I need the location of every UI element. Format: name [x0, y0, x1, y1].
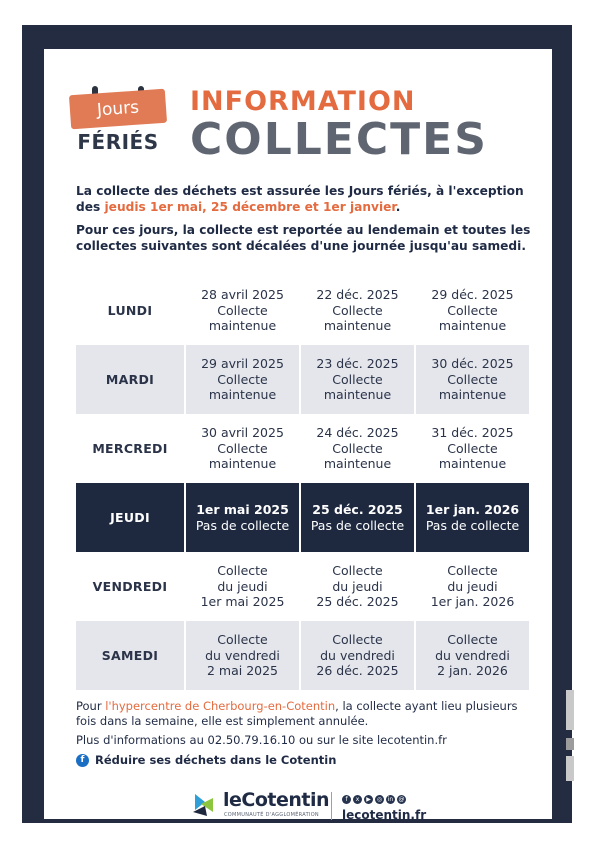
cell-line: 28 avril 2025: [201, 287, 284, 303]
table-cell: [186, 621, 299, 690]
table-cell: [186, 276, 299, 345]
cell-line: 2 jan. 2026: [437, 663, 508, 679]
cell-line: maintenue: [438, 387, 507, 403]
cell-line: 30 avril 2025: [201, 425, 284, 441]
table-cell: [301, 345, 414, 414]
intro-text: La collecte des déchets est assurée les Jours fériés, à l'exception des: [76, 184, 524, 214]
cell-line: Collecte: [217, 371, 268, 387]
logo-name: leCotentin: [223, 789, 330, 811]
cell-line: maintenue: [323, 318, 392, 334]
cell-line: Collecte: [217, 563, 268, 579]
cell-line: 25 déc. 2025: [316, 594, 399, 610]
print-marks: [566, 690, 574, 785]
cell-line: maintenue: [323, 456, 392, 472]
title-line-2: COLLECTES: [190, 114, 488, 165]
cell-line: Collecte: [447, 371, 498, 387]
cell-line: Collecte: [332, 632, 383, 648]
cell-line: 23 déc. 2025: [316, 356, 399, 372]
day-label: SAMEDI: [76, 621, 184, 690]
table-row: [76, 483, 531, 552]
note-end: , la collecte ayant lieu plusieurs fois dans la semaine, elle est simplement annulée.: [76, 699, 518, 728]
cotentin-logo-icon: [191, 790, 217, 818]
badge-label: Jours: [69, 89, 167, 130]
intro-paragraph-2: Pour ces jours, la collecte est reportée au lendemain et toutes les collectes suivantes sont décalées d'une journée jusqu'au samedi.: [76, 223, 531, 253]
cell-line: maintenue: [208, 387, 277, 403]
day-label: JEUDI: [76, 483, 184, 552]
table-cell: [186, 414, 299, 483]
cell-line: 1er jan. 2026: [430, 594, 515, 610]
cell-line: 30 déc. 2025: [431, 356, 514, 372]
table-cell: [301, 621, 414, 690]
cell-line: maintenue: [208, 318, 277, 334]
cell-line: du jeudi: [447, 578, 498, 594]
cell-line: du vendredi: [320, 647, 395, 663]
table-cell: [416, 552, 529, 621]
table-cell: [416, 414, 529, 483]
x-icon[interactable]: x: [353, 795, 362, 804]
youtube-icon[interactable]: ▶: [364, 795, 373, 804]
email-icon[interactable]: @: [398, 796, 405, 803]
table-cell: [186, 345, 299, 414]
cell-line: Collecte: [447, 632, 498, 648]
table-cell: [301, 276, 414, 345]
cell-line: 29 avril 2025: [201, 356, 284, 372]
table-row: [76, 552, 531, 621]
intro-end: .: [395, 200, 401, 214]
table-cell: [416, 483, 529, 552]
facebook-label: Réduire ses déchets dans le Cotentin: [95, 753, 337, 767]
cell-line: 26 déc. 2025: [316, 663, 399, 679]
cell-line: maintenue: [438, 318, 507, 334]
day-label: VENDREDI: [76, 552, 184, 621]
cell-line: maintenue: [208, 456, 277, 472]
table-row: [76, 621, 531, 690]
cell-line: Collecte: [217, 302, 268, 318]
table-row: [76, 414, 531, 483]
table-cell: [416, 621, 529, 690]
cell-line: Collecte: [447, 563, 498, 579]
holiday-badge: [68, 86, 168, 166]
cell-line: Pas de collecte: [425, 517, 520, 533]
footer-info: Plus d'informations au 02.50.79.16.10 ou sur le site lecotentin.fr: [76, 733, 447, 747]
cell-line: Pas de collecte: [195, 517, 290, 533]
note-start: Pour: [76, 699, 106, 713]
cell-line: Collecte: [447, 302, 498, 318]
cell-line: 1er mai 2025: [200, 594, 285, 610]
facebook-icon[interactable]: f: [342, 795, 351, 804]
table-cell: [301, 483, 414, 552]
footer-note: [76, 699, 536, 729]
table-cell: [301, 414, 414, 483]
note-highlight: l'hypercentre de Cherbourg-en-Cotentin: [105, 699, 336, 713]
cell-line: 22 déc. 2025: [316, 287, 399, 303]
table-cell: [186, 552, 299, 621]
cell-line: Pas de collecte: [310, 517, 405, 533]
linkedin-icon[interactable]: in: [387, 796, 394, 803]
schedule-table: [76, 276, 531, 690]
cell-line: du jeudi: [217, 578, 268, 594]
badge-subtitle: FÉRIÉS: [77, 130, 159, 154]
table-cell: [301, 552, 414, 621]
facebook-link[interactable]: [76, 753, 536, 768]
intro-paragraph-1: [76, 183, 536, 215]
divider: [331, 792, 332, 820]
cell-line: Collecte: [332, 440, 383, 456]
table-row: [76, 276, 531, 345]
social-icons: [342, 795, 406, 804]
cell-line: Collecte: [332, 302, 383, 318]
cell-line: du jeudi: [332, 578, 383, 594]
cell-line: Collecte: [217, 440, 268, 456]
cell-line: 2 mai 2025: [206, 663, 279, 679]
cell-line: 24 déc. 2025: [316, 425, 399, 441]
table-cell: [186, 483, 299, 552]
cell-line: Collecte: [332, 563, 383, 579]
logo-subtitle: COMMUNAUTÉ D'AGGLOMÉRATION: [224, 812, 319, 818]
cell-line: Collecte: [447, 440, 498, 456]
day-label: MERCREDI: [76, 414, 184, 483]
day-label: MARDI: [76, 345, 184, 414]
instagram-icon[interactable]: ◎: [376, 796, 383, 803]
cell-line: 29 déc. 2025: [431, 287, 514, 303]
cell-line: 1er jan. 2026: [425, 502, 520, 517]
table-cell: [416, 276, 529, 345]
cell-line: du vendredi: [205, 647, 280, 663]
cell-line: Collecte: [217, 632, 268, 648]
title-line-1: INFORMATION: [190, 86, 416, 117]
cell-line: 1er mai 2025: [196, 502, 289, 517]
cell-line: Collecte: [332, 371, 383, 387]
website-link[interactable]: lecotentin.fr: [342, 808, 427, 822]
table-row: [76, 345, 531, 414]
day-label: LUNDI: [76, 276, 184, 345]
cell-line: maintenue: [438, 456, 507, 472]
facebook-icon: f: [76, 754, 89, 767]
cell-line: 31 déc. 2025: [431, 425, 514, 441]
table-cell: [416, 345, 529, 414]
cell-line: du vendredi: [435, 647, 510, 663]
cell-line: 25 déc. 2025: [312, 502, 403, 517]
intro-highlight: jeudis 1er mai, 25 décembre et 1er janvier: [104, 200, 396, 214]
cell-line: maintenue: [323, 387, 392, 403]
